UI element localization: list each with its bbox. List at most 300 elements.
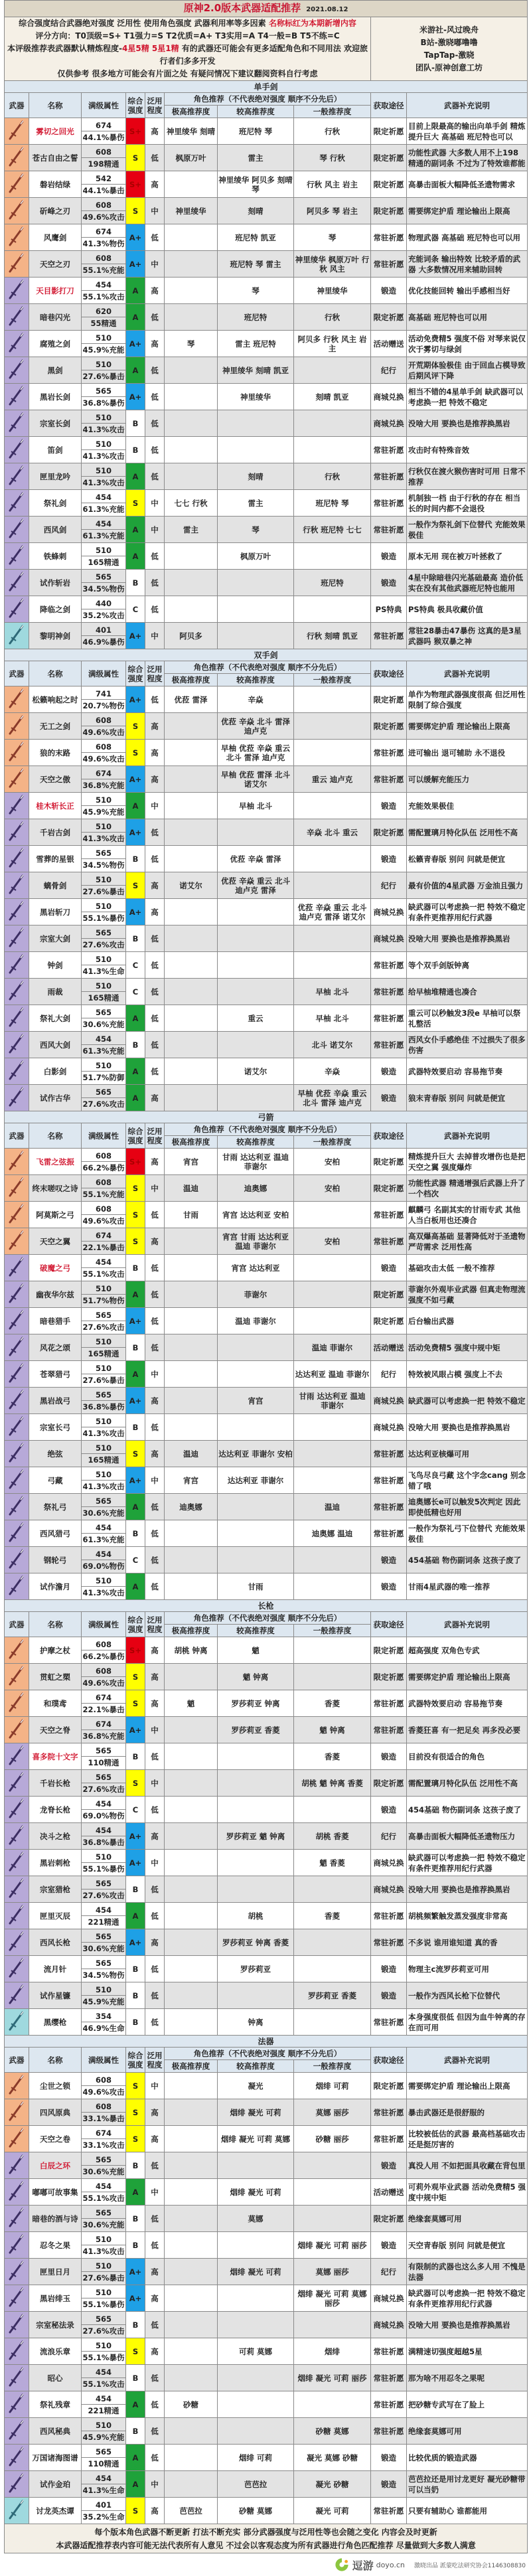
high-rec-characters: 甘雨 达达利亚 温迪 菲谢尔	[218, 1149, 294, 1175]
sub-stat: 221精通	[88, 2405, 119, 2415]
weapon-note: 缺武器可以考虑换一把 特效不稳定 有条件更推荐用纪行武器	[407, 2285, 528, 2312]
weapon-icon-cell	[5, 463, 29, 490]
weapon-note: 高基础 班尼特也可以用	[407, 304, 528, 331]
acquisition-source: 锻造	[371, 1982, 407, 2009]
weapon-stats	[82, 952, 126, 979]
weapon-icon	[5, 1929, 29, 1953]
usage-level: 中	[145, 1770, 165, 1797]
top-rec-characters	[165, 952, 218, 979]
weapon-row	[5, 463, 528, 490]
high-rec-characters	[218, 1743, 294, 1770]
weapon-icon	[5, 1876, 29, 1900]
high-rec-characters: 砂糖 莫娜	[218, 2498, 294, 2524]
base-attack: 510	[82, 412, 125, 424]
weapon-stats	[82, 1281, 126, 1308]
weapon-name: 黎明神剑	[29, 623, 82, 649]
usage-level: 中	[145, 1175, 165, 1202]
weapon-note: 高暴击面板大幅降低圣遗物需求	[407, 171, 528, 198]
header-note: 武器补充说明	[407, 1123, 528, 1149]
weapon-stats	[82, 1664, 126, 1690]
weapon-icon-cell	[5, 1520, 29, 1547]
acquisition-source: 限定祈愿	[371, 1664, 407, 1690]
intro-highlight: 名称标红为本期新增内容	[268, 19, 356, 28]
acquisition-source: 活动赠送	[371, 331, 407, 357]
top-rec-characters: 魈	[165, 1690, 218, 1717]
weapon-row	[5, 952, 528, 979]
weapon-tier-sheet	[4, 0, 527, 2553]
weapon-icon-cell	[5, 2152, 29, 2179]
sub-stat: 61.3%充能	[82, 1046, 125, 1056]
weapon-row	[5, 1058, 528, 1085]
weapon-row	[5, 278, 528, 304]
weapon-icon	[5, 331, 29, 355]
usage-level: 低	[145, 2418, 165, 2445]
tier-badge: C	[126, 952, 145, 979]
weapon-name: 匣里龙吟	[29, 463, 82, 490]
weapon-name: 试作金珀	[29, 2471, 82, 2498]
top-rec-characters	[165, 979, 218, 1005]
weapon-name: 雨裁	[29, 979, 82, 1005]
tier-badge: A+	[126, 1850, 145, 1876]
base-attack: 454	[82, 1798, 125, 1810]
normal-rec-characters: 凝光 砂糖	[294, 2471, 371, 2498]
weapon-icon-cell	[5, 517, 29, 543]
sub-stat: 69.0%物伤	[82, 1561, 125, 1571]
weapon-name: 西风秘典	[29, 2418, 82, 2445]
acquisition-source: 常驻祈愿	[371, 1494, 407, 1520]
acquisition-source: 锻造	[371, 793, 407, 819]
usage-level: 中	[145, 198, 165, 224]
weapon-name: 天空之翼	[29, 1228, 82, 1255]
high-rec-characters	[218, 926, 294, 952]
weapon-row	[5, 2259, 528, 2285]
weapon-note: 最有价值的4星武器 万金油且强力	[407, 872, 528, 899]
sub-stat: 27.6%攻击	[82, 1322, 125, 1332]
acquisition-source: 锻造	[371, 1058, 407, 1085]
normal-rec-characters	[294, 952, 371, 979]
weapon-note: 开荒期体验极佳 由于回血占模导致后期风评下降	[407, 357, 528, 384]
weapon-icon-cell	[5, 2471, 29, 2498]
tier-badge: S	[126, 2073, 145, 2099]
weapon-icon	[5, 1414, 29, 1438]
weapon-icon-cell	[5, 2338, 29, 2365]
weapon-row	[5, 1202, 528, 1228]
sub-stat: 30.6%充能	[82, 1508, 125, 1518]
header-top-rec: 极高推荐度	[165, 106, 218, 118]
acquisition-source: 商城兑换	[371, 384, 407, 410]
weapon-stats	[82, 1770, 126, 1797]
sub-stat: 165精通	[88, 993, 119, 1003]
weapon-icon-cell	[5, 846, 29, 872]
usage-level: 低	[145, 410, 165, 437]
base-attack: 620	[82, 305, 125, 317]
acquisition-source: 常驻祈愿	[371, 251, 407, 278]
weapon-row	[5, 1929, 528, 1956]
sub-stat: 61.3%充能	[82, 1534, 125, 1544]
sub-stat: 27.6%攻击	[82, 1784, 125, 1794]
weapon-stats	[82, 2498, 126, 2524]
top-rec-characters	[165, 1361, 218, 1388]
usage-level: 高	[145, 2099, 165, 2126]
weapon-note: 只要有辅助心 谁都能用	[407, 2498, 528, 2524]
sub-stat: 41.3%生命	[82, 2485, 125, 2495]
weapon-note: 功能性武器 大多数人用不上198精通的副词条 不过为了特效谁都能	[407, 145, 528, 171]
usage-level: 低	[145, 1797, 165, 1823]
weapon-name: 暗巷的酒与诗	[29, 2206, 82, 2232]
base-attack: 510	[82, 1060, 125, 1072]
high-rec-characters: 雷主	[218, 490, 294, 517]
weapon-stats	[82, 517, 126, 543]
weapon-stats	[82, 686, 126, 713]
weapon-note: 攻击时有特殊音效	[407, 437, 528, 463]
weapon-note: 麒麟弓 名副其实的甘雨专武 其他人当白板用也还凑合	[407, 1202, 528, 1228]
weapon-icon	[5, 2009, 29, 2033]
normal-rec-characters: 安柏	[294, 1149, 371, 1175]
tier-badge: B	[126, 2232, 145, 2259]
header-note: 武器补充说明	[407, 1612, 528, 1637]
tier-badge: A+	[126, 1467, 145, 1494]
weapon-icon-cell	[5, 1334, 29, 1361]
tier-badge: A+	[126, 2285, 145, 2312]
weapon-icon-cell	[5, 437, 29, 463]
acquisition-source: 常驻祈愿	[371, 2126, 407, 2152]
normal-rec-characters: 温迪	[294, 1494, 371, 1520]
high-rec-characters: 芭芭拉	[218, 2471, 294, 2498]
sub-stat: 30.6%充能	[82, 2219, 125, 2229]
weapon-note: 机制独一档 由于行秋的存在 相当长的时间内都不会退役	[407, 490, 528, 517]
usage-level: 低	[145, 1334, 165, 1361]
weapon-icon	[5, 1573, 29, 1597]
high-rec-characters	[218, 1085, 294, 1111]
weapon-icon	[5, 2099, 29, 2123]
sub-stat: 27.6%暴击	[82, 2273, 125, 2283]
footer-row	[5, 2524, 528, 2553]
header-usage: 泛用程度	[145, 93, 165, 118]
top-rec-characters: 神里绫华 刻晴	[165, 118, 218, 145]
header-usage: 泛用程度	[145, 1123, 165, 1149]
high-rec-characters	[218, 899, 294, 926]
weapon-icon-cell	[5, 1388, 29, 1414]
weapon-row	[5, 1982, 528, 2009]
usage-level: 中	[145, 251, 165, 278]
normal-rec-characters: 行秋	[294, 463, 371, 490]
usage-level: 高	[145, 1929, 165, 1956]
header-note: 武器补充说明	[407, 93, 528, 118]
tier-badge: A+	[126, 1308, 145, 1334]
base-attack: 674	[82, 1230, 125, 1242]
high-rec-characters	[218, 952, 294, 979]
weapon-icon	[5, 2152, 29, 2176]
weapon-icon	[5, 224, 29, 248]
top-rec-characters	[165, 2418, 218, 2445]
weapon-row	[5, 1255, 528, 1281]
weapon-stats	[82, 872, 126, 899]
high-rec-characters	[218, 2232, 294, 2259]
top-rec-characters	[165, 2179, 218, 2206]
header-high-rec: 较高推荐度	[218, 674, 294, 686]
base-attack: 674	[82, 120, 125, 131]
base-attack: 565	[82, 571, 125, 583]
sub-stat: 221精通	[88, 1917, 119, 1927]
sub-stat: 27.6%攻击	[82, 939, 125, 949]
weapon-icon	[5, 1032, 29, 1056]
top-rec-characters	[165, 1334, 218, 1361]
high-rec-characters: 钟离	[218, 2009, 294, 2036]
base-attack: 565	[82, 847, 125, 859]
sub-stat: 46.9%生命	[82, 2023, 125, 2033]
usage-level: 中	[145, 517, 165, 543]
tier-badge: B	[126, 846, 145, 872]
normal-rec-characters: 胡桃 香菱	[294, 1823, 371, 1850]
weapon-icon	[5, 278, 29, 301]
weapon-stats	[82, 1637, 126, 1664]
acquisition-source: 锻造	[371, 570, 407, 596]
tier-badge: A	[126, 543, 145, 570]
base-attack: 565	[82, 1931, 125, 1943]
top-rec-characters	[165, 2126, 218, 2152]
usage-level: 高	[145, 1690, 165, 1717]
acquisition-source: 纪行	[371, 2259, 407, 2285]
base-attack: 510	[82, 1442, 125, 1454]
weapon-icon-cell	[5, 1494, 29, 1520]
normal-rec-characters	[294, 2179, 371, 2206]
top-rec-characters: 诺艾尔	[165, 872, 218, 899]
weapon-name: 宗室秘法录	[29, 2312, 82, 2338]
weapon-stats	[82, 1441, 126, 1467]
high-rec-characters: 凝光	[218, 2073, 294, 2099]
weapon-stats	[82, 1032, 126, 1058]
weapon-icon	[5, 1467, 29, 1491]
top-rec-characters	[165, 1770, 218, 1797]
weapon-stats	[82, 1929, 126, 1956]
weapon-icon-cell	[5, 2232, 29, 2259]
usage-level: 高	[145, 1149, 165, 1175]
header-top-rec: 极高推荐度	[165, 1625, 218, 1637]
normal-rec-characters	[294, 1467, 371, 1494]
high-rec-characters: 罗莎莉亚 魈 钟离	[218, 1823, 294, 1850]
weapon-icon-cell	[5, 1823, 29, 1850]
tier-badge: A	[126, 278, 145, 304]
weapon-icon	[5, 766, 29, 790]
weapon-row	[5, 1494, 528, 1520]
top-rec-characters	[165, 570, 218, 596]
weapon-name: 绝弦	[29, 1441, 82, 1467]
weapon-note: 绝缘套莫娜可用	[407, 2206, 528, 2232]
header-normal-rec: 一般推荐度	[294, 2060, 371, 2073]
high-rec-characters	[218, 596, 294, 623]
weapon-row	[5, 623, 528, 649]
top-rec-characters	[165, 766, 218, 793]
acquisition-source: 常驻祈愿	[371, 1441, 407, 1467]
high-rec-characters: 可莉 莫娜	[218, 2338, 294, 2365]
header-source: 获取途径	[371, 2048, 407, 2073]
usage-level: 低	[145, 2365, 165, 2391]
weapon-icon-cell	[5, 1797, 29, 1823]
high-rec-characters: 刻晴	[218, 463, 294, 490]
weapon-icon	[5, 2232, 29, 2256]
high-rec-characters: 优菈 辛焱 重云 北斗 迪卢克 雷泽	[218, 872, 294, 899]
weapon-stats	[82, 2259, 126, 2285]
watermark-text: 逗游	[352, 2559, 374, 2572]
weapon-stats	[82, 331, 126, 357]
base-attack: 565	[82, 1878, 125, 1890]
acquisition-source: 限定祈愿	[371, 1308, 407, 1334]
normal-rec-characters: 班尼特	[294, 570, 371, 596]
header-tier: 综合强度	[126, 2048, 145, 2073]
acquisition-source: 常驻祈愿	[371, 740, 407, 766]
weapon-name: 护摩之杖	[29, 1637, 82, 1664]
base-attack: 510	[82, 821, 125, 833]
sub-stat: 49.6%攻击	[82, 2087, 125, 2097]
weapon-name: 天空之卷	[29, 2126, 82, 2152]
normal-rec-characters: 烟绯 凝光 可莉 丽莎	[294, 2232, 371, 2259]
normal-rec-characters: 砂糖 莫娜	[294, 2418, 371, 2445]
sub-stat: 35.2%生命	[82, 2512, 125, 2522]
usage-level: 低	[145, 1255, 165, 1281]
weapon-stats	[82, 1005, 126, 1032]
sub-stat: 36.8%暴击	[82, 1837, 125, 1847]
base-attack: 608	[82, 741, 125, 753]
header-weapon: 武器	[5, 1612, 29, 1637]
base-attack: 454	[82, 1033, 125, 1045]
weapon-name: 祭礼残章	[29, 2391, 82, 2418]
tier-badge: A	[126, 2179, 145, 2206]
normal-rec-characters: 行秋	[294, 118, 371, 145]
acquisition-source: 常驻祈愿	[371, 979, 407, 1005]
weapon-note: 超高强度 双角色专武	[407, 1637, 528, 1664]
weapon-icon-cell	[5, 766, 29, 793]
tier-badge: B	[126, 1876, 145, 1903]
title-row	[5, 1, 528, 17]
weapon-name: 试作星镰	[29, 1982, 82, 2009]
normal-rec-characters: 早柚 优菈 辛焱 重云 北斗 雷泽 迪卢克	[294, 1085, 371, 1111]
tier-badge: B	[126, 1982, 145, 2009]
high-rec-characters: 罗莎莉亚	[218, 1956, 294, 1982]
tier-badge: S	[126, 1175, 145, 1202]
normal-rec-characters	[294, 1573, 371, 1600]
weapon-name: 黑缨枪	[29, 2009, 82, 2036]
high-rec-characters: 班尼特 琴 雷主	[218, 251, 294, 278]
acquisition-source: 限定祈愿	[371, 304, 407, 331]
usage-level: 低	[145, 1308, 165, 1334]
footer-line: 每个版本角色武器不断更新 打法不断充实 部分武器强度与泛用性等也会随之变化 内容会及时更新	[94, 2527, 437, 2537]
usage-level: 高	[145, 1637, 165, 1664]
section-title: 长枪	[5, 1600, 528, 1612]
base-attack: 510	[82, 544, 125, 556]
base-attack: 454	[82, 2472, 125, 2484]
weapon-icon-cell	[5, 1717, 29, 1743]
acquisition-source: 常驻祈愿	[371, 766, 407, 793]
weapon-name: 嘟嘟可故事集	[29, 2179, 82, 2206]
normal-rec-characters: 北斗 诺艾尔	[294, 1032, 371, 1058]
weapon-note: 需配置璃月特化队伍 泛用性不高	[407, 1770, 528, 1797]
high-rec-characters	[218, 1334, 294, 1361]
weapon-name: 弓藏	[29, 1467, 82, 1494]
normal-rec-characters: 班尼特 琴	[294, 490, 371, 517]
weapon-note: 缺武器可以考虑换一把 特效不稳定 有条件更推荐用纪行武器	[407, 899, 528, 926]
top-rec-characters	[165, 278, 218, 304]
header-usage: 泛用程度	[145, 661, 165, 686]
intro-line: 本评级推荐表武器默认精炼程度-	[7, 44, 123, 53]
top-rec-characters: 温迪	[165, 1441, 218, 1467]
weapon-row	[5, 2009, 528, 2036]
weapon-row	[5, 2179, 528, 2206]
weapon-icon-cell	[5, 1743, 29, 1770]
weapon-icon	[5, 1690, 29, 1714]
weapon-stats	[82, 304, 126, 331]
weapon-note: 高暴击面板大幅降低圣遗物压力	[407, 1823, 528, 1850]
weapon-note: 一般作为西风长枪下位替代	[407, 1982, 528, 2009]
normal-rec-characters: 早柚 北斗	[294, 979, 371, 1005]
top-rec-characters: 宵宫	[165, 1149, 218, 1175]
acquisition-source: 锻造	[371, 846, 407, 872]
top-rec-characters	[165, 384, 218, 410]
footer-notes	[5, 2524, 528, 2553]
top-rec-characters	[165, 1929, 218, 1956]
weapon-name: 风鹰剑	[29, 224, 82, 251]
weapon-name: 贯虹之槊	[29, 1664, 82, 1690]
usage-level: 低	[145, 304, 165, 331]
weapon-name: 幽夜华尔兹	[29, 1281, 82, 1308]
weapon-icon	[5, 979, 29, 1003]
weapon-name: 流浪乐章	[29, 2338, 82, 2365]
weapon-icon	[5, 570, 29, 594]
high-rec-characters: 班尼特	[218, 304, 294, 331]
weapon-note: 目前没有很适合的角色	[407, 1743, 528, 1770]
header-weapon: 武器	[5, 661, 29, 686]
weapon-row	[5, 713, 528, 740]
weapon-icon-cell	[5, 1175, 29, 1202]
header-note: 武器补充说明	[407, 2048, 528, 2073]
acquisition-source: 锻造	[371, 1956, 407, 1982]
weapon-name: 苍古自由之誓	[29, 145, 82, 171]
base-attack: 454	[82, 2180, 125, 2192]
tier-badge: A	[126, 1361, 145, 1388]
sub-stat: 51.7%防御	[82, 1072, 125, 1082]
high-rec-characters: 烟绯 凝光 可莉 莫娜	[218, 2126, 294, 2152]
header-roles: 角色推荐（不代表绝对强度 顺序不分先后）	[165, 2048, 371, 2060]
weapon-note: 精炼提升巨大 去掉普攻增伤也是把天空之翼 强度爆炸	[407, 1149, 528, 1175]
high-rec-characters: 雷主	[218, 145, 294, 171]
usage-level: 高	[145, 740, 165, 766]
normal-rec-characters: 凝光 可莉	[294, 2498, 371, 2524]
usage-level: 中	[145, 1850, 165, 1876]
high-rec-characters: 宵宫 达达利亚 安柏	[218, 1202, 294, 1228]
acquisition-source: 常驻祈愿	[371, 2009, 407, 2036]
high-rec-characters	[218, 2365, 294, 2391]
weapon-note: 西风女仆手感绝佳 不过损失了很多伤害	[407, 1032, 528, 1058]
tier-badge: C	[126, 1797, 145, 1823]
normal-rec-characters: 莫娜 丽莎	[294, 2099, 371, 2126]
acquisition-source: 常驻祈愿	[371, 1520, 407, 1547]
sub-stat: 20.7%物伤	[82, 700, 125, 710]
weapon-row	[5, 1414, 528, 1441]
usage-level: 低	[145, 1202, 165, 1228]
watermark-url: doyo.cn	[376, 2560, 405, 2569]
weapon-note: 没啥大用 要换也是推荐换黑岩	[407, 410, 528, 437]
tier-badge: A+	[126, 331, 145, 357]
weapon-row	[5, 1664, 528, 1690]
page-title: 原神2.0版本武器适配推荐	[183, 1, 301, 14]
weapon-icon-cell	[5, 224, 29, 251]
weapon-row	[5, 1520, 528, 1547]
tier-badge: B	[126, 437, 145, 463]
high-rec-characters	[218, 2152, 294, 2179]
usage-level: 高	[145, 766, 165, 793]
normal-rec-characters: 安柏	[294, 1175, 371, 1202]
base-attack: 608	[82, 1176, 125, 1188]
weapon-icon-cell	[5, 2312, 29, 2338]
